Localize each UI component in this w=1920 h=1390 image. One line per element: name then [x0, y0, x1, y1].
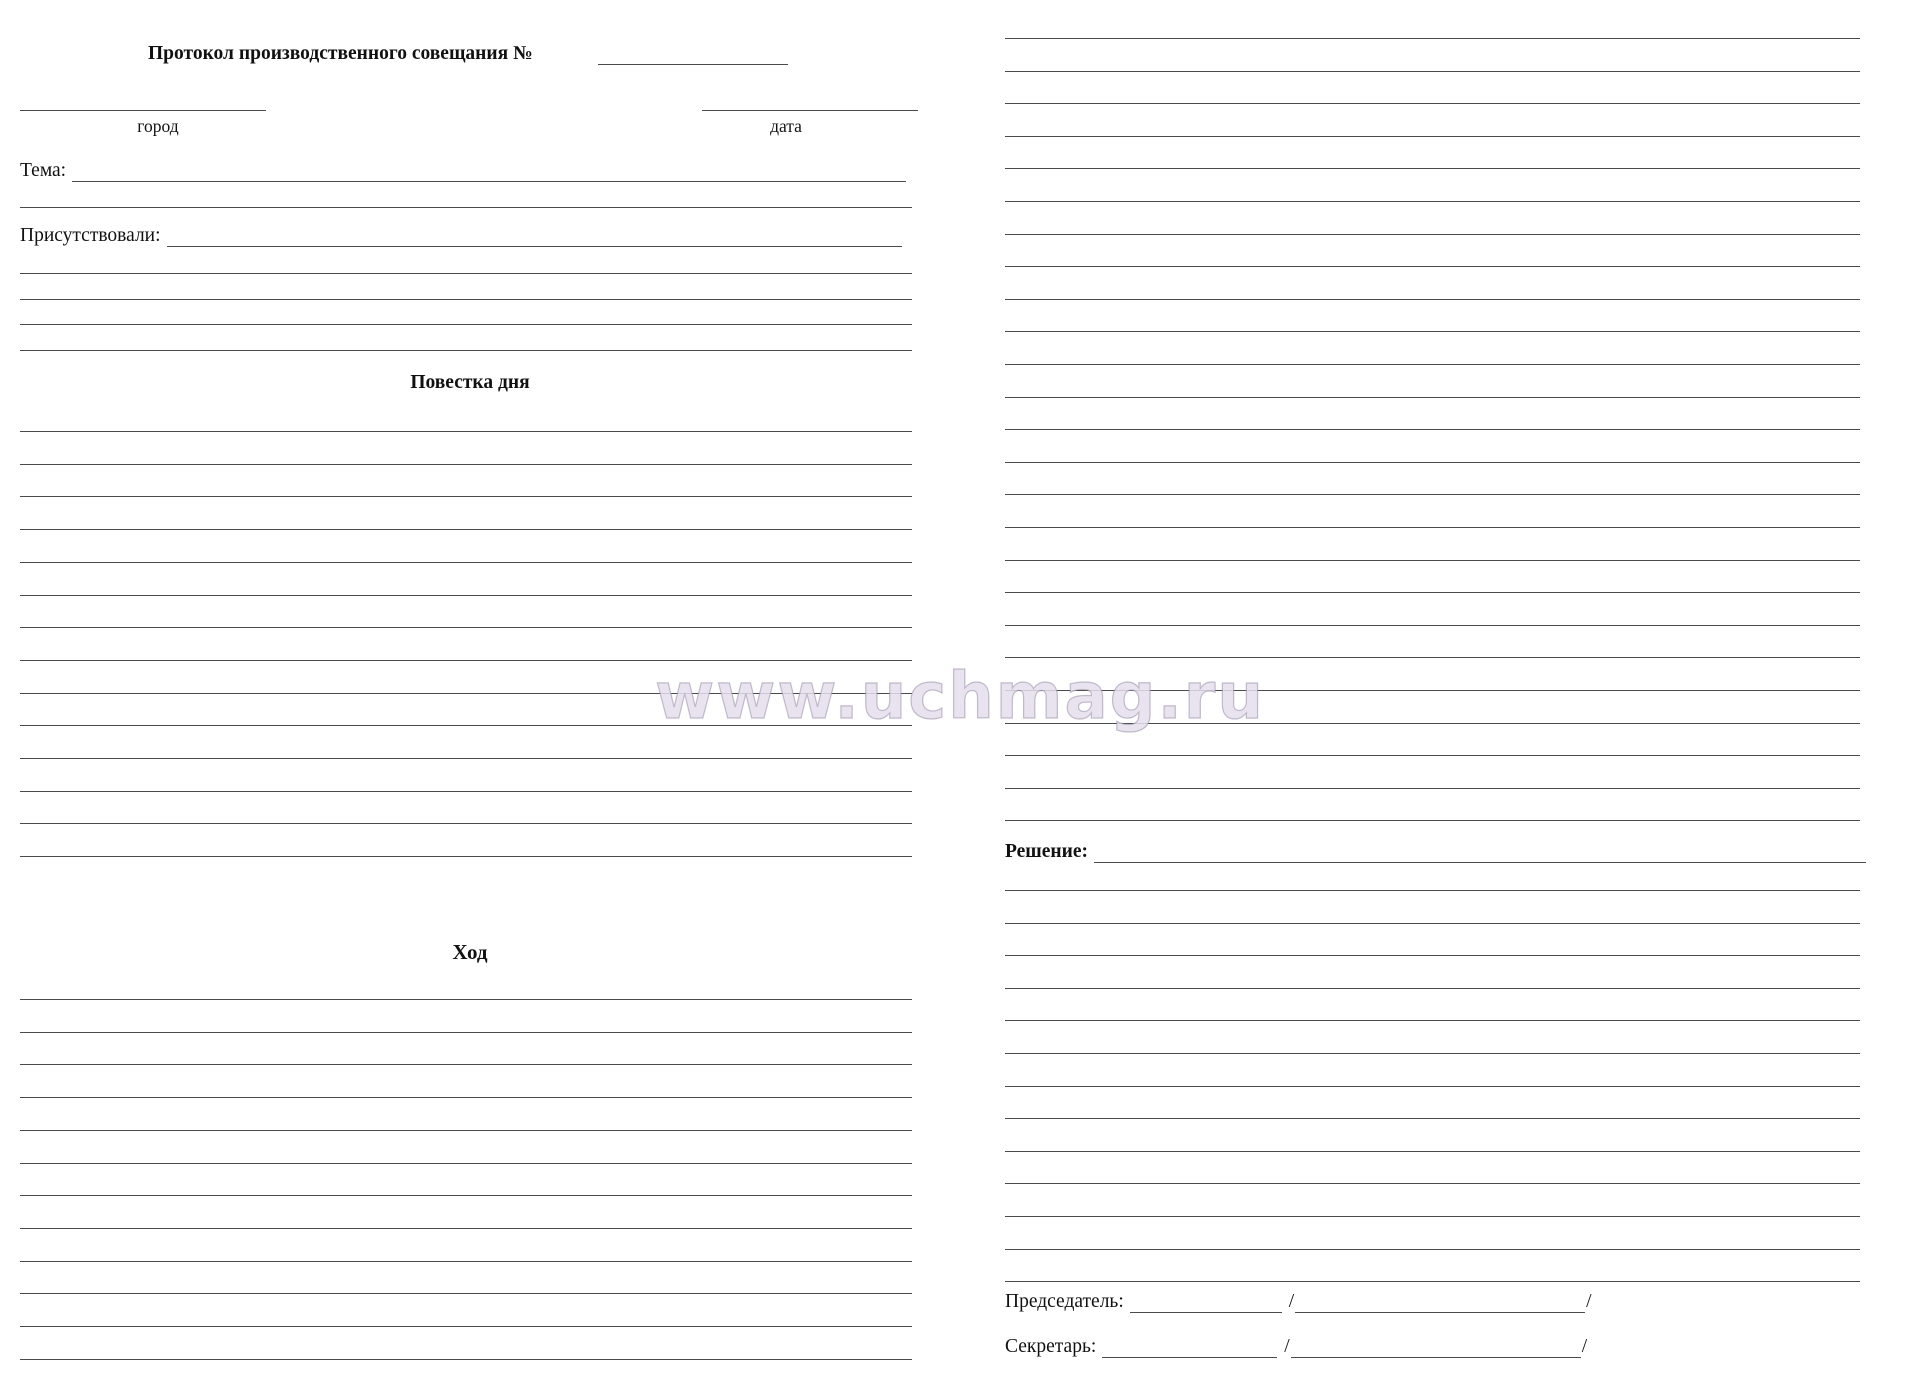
agenda-line[interactable]: [20, 529, 912, 530]
decision-line[interactable]: [1005, 1281, 1860, 1282]
proceedings-line[interactable]: [1005, 592, 1860, 593]
right-page: [960, 0, 1920, 1390]
secretary-name-field[interactable]: [1291, 1341, 1581, 1358]
proceedings-line[interactable]: [20, 1195, 912, 1196]
form-title-text: Протокол производственного совещания №: [148, 43, 533, 64]
proceedings-line[interactable]: [1005, 494, 1860, 495]
agenda-line[interactable]: [20, 725, 912, 726]
proceedings-line[interactable]: [1005, 462, 1860, 463]
topic-line[interactable]: [20, 207, 912, 208]
agenda-line[interactable]: [20, 693, 912, 694]
agenda-heading: Повестка дня: [410, 372, 530, 393]
decision-line[interactable]: [1005, 1151, 1860, 1152]
decision-line[interactable]: [1005, 1118, 1860, 1119]
proceedings-line[interactable]: [1005, 723, 1860, 724]
decision-line[interactable]: [1005, 1020, 1860, 1021]
proceedings-line[interactable]: [1005, 820, 1860, 821]
proceedings-line[interactable]: [20, 1064, 912, 1065]
proceedings-line[interactable]: [1005, 331, 1860, 332]
agenda-line[interactable]: [20, 562, 912, 563]
proceedings-line[interactable]: [1005, 690, 1860, 691]
attendees-line[interactable]: [20, 273, 912, 274]
date-caption: дата: [770, 116, 802, 136]
topic-field[interactable]: [72, 165, 906, 182]
agenda-line[interactable]: [20, 660, 912, 661]
proceedings-line[interactable]: [1005, 299, 1860, 300]
decision-line[interactable]: [1005, 955, 1860, 956]
proceedings-line[interactable]: [20, 1130, 912, 1131]
decision-line[interactable]: [1005, 890, 1860, 891]
attendees-label: Присутствовали:: [20, 225, 161, 246]
site-watermark: www.uchmag.ru: [655, 660, 1265, 734]
decision-row: [1005, 841, 1866, 863]
decision-line[interactable]: [1005, 1216, 1860, 1217]
agenda-line[interactable]: [20, 758, 912, 759]
proceedings-line[interactable]: [1005, 234, 1860, 235]
proceedings-line[interactable]: [1005, 38, 1860, 39]
proceedings-line[interactable]: [1005, 788, 1860, 789]
agenda-line[interactable]: [20, 791, 912, 792]
proceedings-line[interactable]: [1005, 364, 1860, 365]
secretary-label: Секретарь:: [1005, 1336, 1097, 1357]
proceedings-line[interactable]: [1005, 429, 1860, 430]
attendees-line[interactable]: [20, 324, 912, 325]
city-field[interactable]: [20, 110, 266, 111]
secretary-slash-close: /: [1581, 1336, 1588, 1357]
decision-line[interactable]: [1005, 1249, 1860, 1250]
chairman-slash-open: /: [1288, 1291, 1295, 1312]
protocol-number-field[interactable]: [598, 64, 788, 65]
secretary-signature-row: [1005, 1336, 1588, 1358]
attendees-row: [20, 225, 902, 247]
attendees-field[interactable]: [167, 230, 902, 247]
proceedings-line[interactable]: [20, 1326, 912, 1327]
decision-line[interactable]: [1005, 1183, 1860, 1184]
proceedings-line[interactable]: [20, 1228, 912, 1229]
proceedings-line[interactable]: [1005, 103, 1860, 104]
chairman-slash-close: /: [1586, 1291, 1592, 1312]
decision-field[interactable]: [1094, 846, 1866, 863]
attendees-line[interactable]: [20, 350, 912, 351]
agenda-line[interactable]: [20, 823, 912, 824]
proceedings-line[interactable]: [1005, 201, 1860, 202]
decision-label: Решение:: [1005, 841, 1089, 862]
proceedings-heading: Ход: [452, 940, 488, 964]
attendees-line[interactable]: [20, 299, 912, 300]
agenda-line[interactable]: [20, 856, 912, 857]
decision-line[interactable]: [1005, 923, 1860, 924]
decision-line[interactable]: [1005, 1086, 1860, 1087]
agenda-line[interactable]: [20, 431, 912, 432]
proceedings-line[interactable]: [20, 1032, 912, 1033]
proceedings-line[interactable]: [20, 1261, 912, 1262]
chairman-signature-field[interactable]: [1130, 1296, 1282, 1313]
proceedings-line[interactable]: [1005, 527, 1860, 528]
topic-row: [20, 160, 906, 182]
chairman-label: Председатель:: [1005, 1291, 1124, 1312]
proceedings-line[interactable]: [1005, 560, 1860, 561]
decision-line[interactable]: [1005, 1053, 1860, 1054]
proceedings-line[interactable]: [20, 1097, 912, 1098]
proceedings-line[interactable]: [20, 1359, 912, 1360]
proceedings-line[interactable]: [1005, 397, 1860, 398]
agenda-line[interactable]: [20, 595, 912, 596]
proceedings-line[interactable]: [1005, 755, 1860, 756]
proceedings-line[interactable]: [1005, 625, 1860, 626]
form-title: [148, 43, 533, 65]
secretary-slash-open: /: [1284, 1336, 1290, 1357]
agenda-line[interactable]: [20, 496, 912, 497]
proceedings-line[interactable]: [1005, 168, 1860, 169]
agenda-line[interactable]: [20, 464, 912, 465]
proceedings-line[interactable]: [20, 999, 912, 1000]
proceedings-line[interactable]: [1005, 657, 1860, 658]
proceedings-line[interactable]: [20, 1293, 912, 1294]
proceedings-line[interactable]: [1005, 136, 1860, 137]
proceedings-line[interactable]: [1005, 266, 1860, 267]
proceedings-line[interactable]: [1005, 71, 1860, 72]
date-field[interactable]: [702, 110, 918, 111]
chairman-signature-row: [1005, 1291, 1593, 1313]
city-caption: город: [137, 116, 179, 136]
topic-label: Тема:: [20, 160, 67, 181]
chairman-name-field[interactable]: [1295, 1296, 1585, 1313]
proceedings-line[interactable]: [20, 1163, 912, 1164]
secretary-signature-field[interactable]: [1102, 1341, 1277, 1358]
agenda-line[interactable]: [20, 627, 912, 628]
decision-line[interactable]: [1005, 988, 1860, 989]
